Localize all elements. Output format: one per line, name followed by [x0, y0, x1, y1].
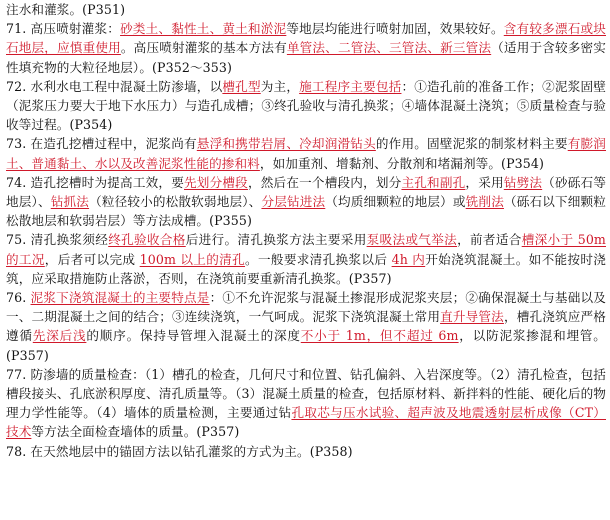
highlighted-text: 不小于 1m，但不超过 6m [300, 328, 459, 344]
text-run: ，然后在一个槽段内，划分 [247, 174, 402, 190]
highlighted-text: 100m 以上的清孔 [139, 251, 246, 267]
text-run: 。一般要求清孔换浆以后 [245, 251, 392, 267]
text-run: （粒径较小的松散软弱地层）、 [89, 194, 262, 210]
text-run: 的作用。固壁泥浆的制浆材料主要 [375, 136, 568, 152]
text-run: 等方法全面检查墙体的质量。(P357) [31, 424, 240, 440]
text-run: 为主， [260, 78, 300, 94]
text-run: （均质细颗粒的地层）或 [325, 194, 466, 210]
highlighted-text: 施工程序主要包括 [299, 78, 402, 94]
text-run: 78. 在天然地层中的锚固方法以钻孔灌浆的方式为主。(P358) [6, 443, 353, 459]
highlighted-text: 钻劈法 [503, 174, 543, 190]
highlighted-text: 分层钻进法 [261, 194, 326, 210]
paragraph [6, 0, 606, 19]
highlighted-text: 有膨润土、普通黏土、水以及改善泥浆性能的掺和料 [6, 136, 606, 171]
paragraph [6, 173, 606, 231]
text-run: （砂砾石等地层）、 [6, 174, 607, 210]
highlighted-text: 先深后浅 [32, 328, 87, 344]
highlighted-text: 4h 内 [391, 251, 426, 267]
text-run: （适用于含较多密实性填充物的大粒径地层）。(P352～353) [6, 40, 606, 75]
text-run: 72. 水利水电工程中混凝土防渗墙，以 [6, 78, 223, 94]
text-run: ，后者可以完成 [44, 251, 140, 267]
text-run: ：①造孔前的准备工作；②泥浆固壁（泥浆压力要大于地下水压力）与造孔成槽；③终孔验收与清孔换浆；④墙体混凝土浇筑；⑤质量检查与验收等过程。(P354) [6, 78, 606, 133]
text-run: ，采用 [465, 174, 504, 190]
highlighted-text: 槽孔型 [222, 78, 261, 94]
paragraph [6, 442, 606, 461]
text-run: 74. 造孔挖槽时为提高工效，要 [6, 174, 185, 190]
text-run: 76. [6, 290, 31, 306]
text-run: ，以防泥浆掺混和埋管。(P357) [6, 328, 606, 363]
text-run: 注水和灌浆。(P351) [6, 2, 126, 17]
paragraph [6, 288, 606, 365]
text-run: 75. 清孔换浆须经 [6, 232, 109, 248]
text-run: （砾石以下细颗粒松散地层和软弱岩层）等方法成槽。(P355) [6, 194, 607, 229]
paragraph [6, 19, 606, 77]
highlighted-text: 铣削法 [465, 194, 504, 210]
highlighted-text: 单管法、二管法、三管法、新三管法 [286, 40, 492, 56]
highlighted-text: 砂类土、黏性土、黄土和淤泥 [120, 21, 287, 37]
text-run: ，如加重剂、增黏剂、分散剂和堵漏剂等。(P354) [259, 155, 544, 171]
highlighted-text: 孔取芯与压水试验、超声波及地震透射层析成像（CT）技术 [6, 405, 606, 440]
text-run: 后进行。清孔换浆方法主要采用 [185, 232, 367, 248]
highlighted-text: 含有较多漂石或块石地层，应慎重使用 [6, 21, 606, 56]
highlighted-text: 直升导管法 [440, 309, 504, 325]
highlighted-text: 钻抓法 [50, 194, 90, 210]
highlighted-text: 终孔验收合格 [108, 232, 186, 248]
highlighted-text: 悬浮和携带岩屑、冷却润滑钻头 [196, 136, 376, 152]
text-run: ，前者适合 [457, 232, 522, 248]
text-run: 。高压喷射灌浆的基本方法有 [120, 40, 287, 56]
paragraph [6, 134, 606, 172]
text-run: ，槽孔浇筑应严格遵循 [6, 309, 607, 344]
highlighted-text: 槽深小于 50m 的工况 [6, 232, 606, 267]
text-run: 77. 防渗墙的质量检查：（1）槽孔的检查，几何尺寸和位置、钻孔偏斜、入岩深度等。（2）清孔检查，包括槽段接头、孔底淤积厚度、清孔质量等。（3）混凝土质量的检查，包括原材料、新拌料的性能、硬化后的物理力学性能等。（4）墙体的质量检测，主要通过钻 [6, 366, 606, 421]
text-run: 开始浇筑混凝土。如不能按时浇筑，应采取措施防止落淤，否则，在浇筑前要重新清孔换浆。(P357) [6, 251, 606, 286]
highlighted-text: 泵吸法或气举法 [366, 232, 458, 248]
text-run: 71. 高压喷射灌浆： [6, 21, 121, 37]
text-run: 等地层均能进行喷射加固，效果较好。 [286, 21, 504, 37]
text-run: 73. 在造孔挖槽过程中，泥浆尚有 [6, 136, 197, 152]
highlighted-text: 先划分槽段 [184, 174, 248, 190]
highlighted-text: 泥浆下浇筑混凝土的主要特点是 [30, 290, 210, 306]
paragraph [6, 365, 606, 442]
paragraph [6, 77, 606, 135]
paragraph [6, 230, 606, 288]
text-run: ：①不允许泥浆与混凝土掺混形成泥浆夹层；②确保混凝土与基础以及一、二期混凝土之间的结合；③连续浇筑，一气呵成。泥浆下浇筑混凝土常用 [6, 290, 606, 325]
text-run: 的顺序。保持导管埋入混凝土的深度 [86, 328, 301, 344]
highlighted-text: 主孔和副孔 [401, 174, 466, 190]
document-page [6, 0, 606, 461]
